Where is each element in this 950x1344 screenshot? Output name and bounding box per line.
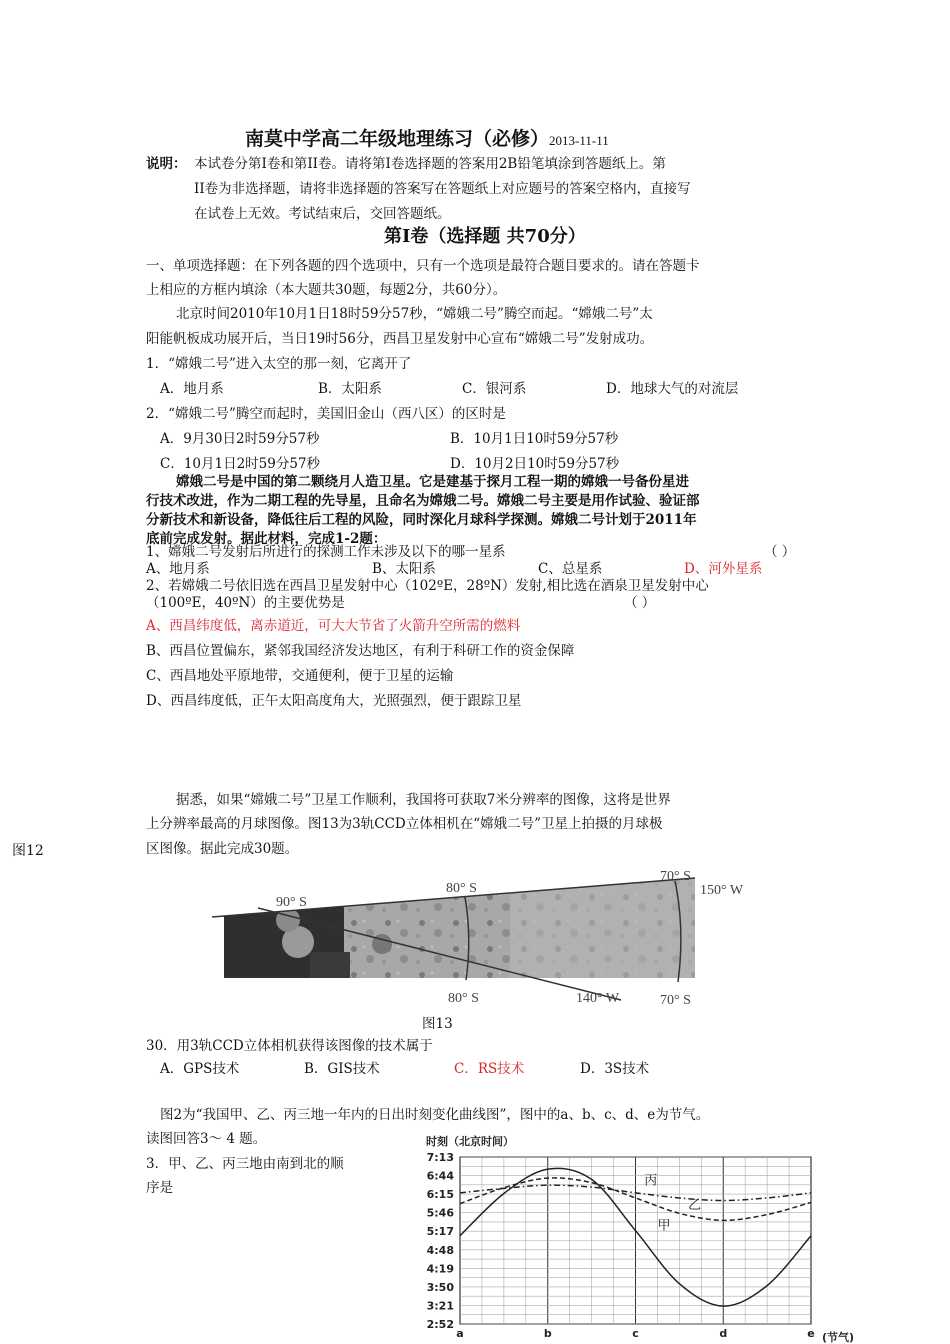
qb2-option-c: C、西昌地处平原地带，交通便利，便于卫星的运输 [146,668,454,684]
qb2-option-b: B、西昌位置偏东，紧邻我国经济发达地区，有利于科研工作的资金保障 [146,643,575,659]
passage2-line-1: 嫦娥二号是中国的第二颗绕月人造卫星。它是建基于探月工程一期的嫦娥一号备份星进 [176,474,689,490]
x-tick-label: e [807,1327,815,1340]
chart-y-ticks [427,1151,455,1331]
q2-option-c: C．10月1日2时59分57秒 [160,456,321,472]
label-150w: 150° W [700,883,744,898]
y-tick-label: 5:46 [426,1206,454,1220]
note-line-1: 本试卷分第Ⅰ卷和第II卷。请将第Ⅰ卷选择题的答案用2B铅笔填涂到答题纸上。第 [194,156,666,172]
passage2-line-3: 分新技术和新设备，降低往后工程的风险，同时深化月球科学探测。嫦娥二号计划于2011年 [146,512,697,528]
qb1-option-c: C、总星系 [538,561,603,577]
q2-stem: 2．“嫦娥二号”腾空而起时，美国旧金山（西八区）的区时是 [146,406,506,422]
passage3-line-2: 上分辨率最高的月球图像。图13为3轨CCD立体相机在“嫦娥二号”卫星上拍摄的月球极 [146,816,663,832]
chart-xlabel: (节气) [822,1331,855,1344]
qb2-stem-2: （100ºE，40ºN）的主要优势是 [146,595,345,611]
label-80s-top: 80° S [446,881,477,896]
passage3-line-1: 据悉，如果“嫦娥二号”卫星工作顺利，我国将可获取7米分辨率的图像，这将是世界 [176,792,671,808]
label-90s: 90° S [276,895,307,910]
q1-option-a: A．地月系 [160,381,224,397]
q1-option-d: D．地球大气的对流层 [606,381,739,397]
note-label: 说明： [146,156,187,172]
qb1-option-b: B、太阳系 [372,561,436,577]
note-line-3: 在试卷上无效。考试结束后，交回答题纸。 [194,206,451,222]
y-tick-label: 6:15 [426,1188,454,1202]
chart-grid [460,1157,811,1324]
q3-stem-1: 3．甲、乙、丙三地由南到北的顺 [146,1156,344,1172]
q2-option-d: D．10月2日10时59分57秒 [450,456,620,472]
x-tick-label: b [543,1327,552,1340]
qb2-option-a: A、西昌纬度低，离赤道近，可大大节省了火箭升空所需的燃料 [146,618,521,634]
qb1-option-d: D、河外星系 [684,561,763,577]
q1-stem: 1．“嫦娥二号”进入太空的那一刻，它离开了 [146,356,412,372]
qb2-bracket: （ ） [624,595,656,611]
x-tick-label: c [632,1327,639,1340]
section-title: 第Ⅰ卷（选择题 共70分） [384,226,586,247]
q30-stem: 30．用3轨CCD立体相机获得该图像的技术属于 [146,1038,433,1054]
exam-date: 2013-11-11 [549,133,609,148]
q2-option-b: B．10月1日10时59分57秒 [450,431,619,447]
passage4-line-1: 图2为“我国甲、乙、丙三地一年内的日出时刻变化曲线图”，图中的a、b、c、d、e为节气。 [160,1107,710,1123]
qb2-option-d: D、西昌纬度低，正午太阳高度角大，光照强烈，便于跟踪卫星 [146,693,522,709]
y-tick-label: 3:21 [426,1299,454,1313]
q2-option-a: A．9月30日2时59分57秒 [160,431,320,447]
series-label-1: 甲 [657,1218,671,1234]
label-70s-top: 70° S [660,869,691,884]
passage1-line-1: 北京时间2010年10月1日18时59分57秒，“嫦娥二号”腾空而起。“嫦娥二号”太 [176,306,653,322]
q30-option-d: D．3S技术 [580,1061,650,1077]
q3-stem-2: 序是 [146,1180,173,1196]
y-tick-label: 3:50 [426,1280,454,1294]
y-tick-label: 4:48 [426,1243,454,1257]
x-tick-label: d [719,1327,728,1340]
y-tick-label: 4:19 [426,1262,454,1276]
section-intro-2: 上相应的方框内填涂（本大题共30题，每题2分，共60分）。 [146,282,507,298]
note-line-2: II卷为非选择题，请将非选择题的答案写在答题纸上对应题号的答案空格内，直接写 [194,181,691,197]
chart-x-ticks [456,1327,814,1340]
y-tick-label: 5:17 [426,1225,454,1239]
label-140w: 140° W [576,991,620,1006]
qb1-bracket: （ ） [764,544,796,560]
page-title: 南莫中学高二年级地理练习（必修）2013-11-11 [245,128,609,150]
sunrise-chart [418,1130,868,1344]
qb2-stem-1: 2、若嫦娥二号依旧选在西昌卫星发射中心（102ºE，28ºN）发射,相比选在酒泉卫星发射中心 [146,578,709,594]
q1-option-c: C．银河系 [462,381,527,397]
lunar-polar-image [210,864,770,1009]
passage2-line-2: 行技术改进，作为二期工程的先导星，且命名为嫦娥二号。嫦娥二号主要是用作试验、验证部 [146,493,700,509]
q30-option-b: B．GIS技术 [304,1061,380,1077]
series-label-3: 丙 [644,1173,658,1189]
section-intro-1: 一、单项选择题：在下列各题的四个选项中，只有一个选项是最符合题目要求的。请在答题卡 [146,258,700,274]
q30-option-a: A．GPS技术 [160,1061,240,1077]
fig13-caption: 图13 [422,1016,453,1032]
label-80s-bottom: 80° S [448,991,479,1006]
y-tick-label: 2:52 [426,1318,454,1331]
label-70s-bottom: 70° S [660,993,691,1008]
passage4-line-2: 读图回答3～ 4 题。 [146,1131,267,1147]
passage1-line-2: 阳能帆板成功展开后，当日19时56分，西昌卫星发射中心宣布“嫦娥二号”发射成功。 [146,331,654,347]
q30-option-c: C．RS技术 [454,1061,525,1077]
chart-ylabel: 时刻（北京时间） [426,1135,514,1148]
qb1-stem: 1、嫦娥二号发射后所进行的探测工作未涉及以下的哪一星系 [146,544,506,560]
qb1-option-a: A、地月系 [146,561,210,577]
x-tick-label: a [456,1327,464,1340]
series-label-2: 乙 [688,1197,702,1213]
passage3-line-3: 区图像。据此完成30题。 [146,841,299,857]
y-tick-label: 6:44 [426,1169,454,1183]
y-tick-label: 7:13 [426,1151,454,1164]
fig12-label: 图12 [12,843,44,859]
q1-option-b: B．太阳系 [318,381,382,397]
passage2-line-4: 底前完成发射。据此材料，完成1-2题： [146,531,387,547]
